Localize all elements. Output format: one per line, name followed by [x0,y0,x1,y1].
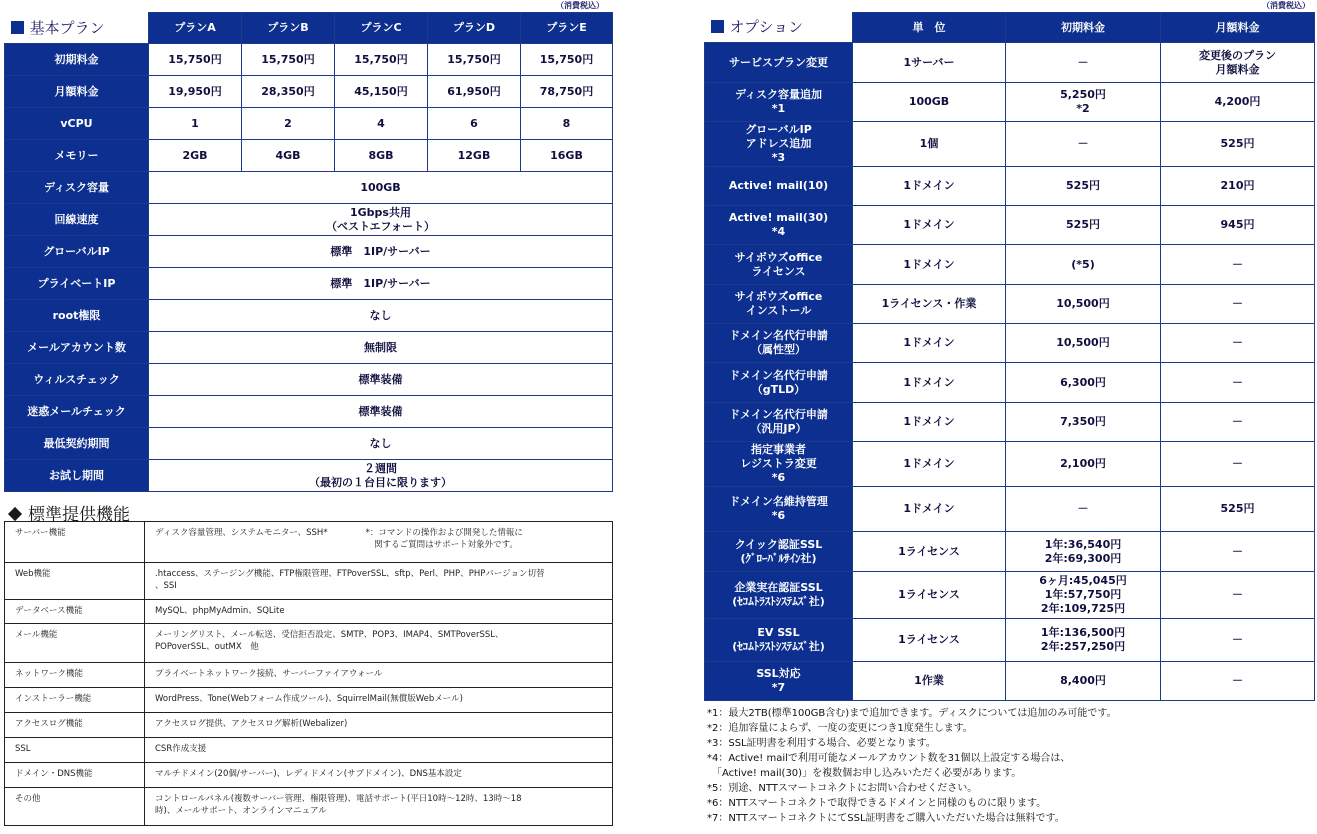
feature-value-text: .htaccess、ステージング機能、FTP権限管理、FTPoverSSL、sftp、Perl、PHP、PHPバージョン切替 、SSI [155,569,545,591]
option-name: Active! mail(10) [705,167,853,206]
plan-row [5,236,613,268]
option-name: グローバルIP アドレス追加 *3 [705,122,853,167]
feature-value [145,788,613,826]
option-name: サービスプラン変更 [705,43,853,83]
feature-value-text: CSR作成支援 [155,744,207,754]
option-initial-fee: (*5) [1006,245,1161,285]
plan-cell: 8GB [335,140,428,172]
feature-row [5,624,613,663]
option-monthly-fee: － [1161,572,1315,619]
feature-value [145,763,613,788]
plan-row-label: メールアカウント数 [5,332,149,364]
option-row [705,167,1315,206]
option-initial-fee: 7,350円 [1006,403,1161,442]
plan-cell: 15,750円 [428,44,521,76]
square-icon [711,20,724,33]
option-initial-fee: 5,250円 *2 [1006,83,1161,122]
option-initial-fee: 525円 [1006,206,1161,245]
plan-cell: 28,350円 [242,76,335,108]
standard-features-title: 標準提供機能 [6,500,130,525]
footnote: *5：別途、NTTスマートコネクトにお問い合わせください。 [707,783,978,794]
option-name: サイボウズoffice インストール [705,285,853,324]
option-name: ディスク容量追加 *1 [705,83,853,122]
feature-name: SSL [5,738,145,763]
plan-row-label: root権限 [5,300,149,332]
plan-span-cell: 無制限 [149,332,613,364]
footnote: *1：最大2TB(標準100GB含む)まで追加できます。ディスクについては追加のみ可能です。 [707,708,1117,719]
feature-name: その他 [5,788,145,826]
option-unit: 1ドメイン [853,403,1006,442]
option-monthly-fee: 210円 [1161,167,1315,206]
option-initial-fee: 525円 [1006,167,1161,206]
feature-row [5,600,613,624]
option-name: サイボウズoffice ライセンス [705,245,853,285]
feature-value-text: ディスク容量管理、システムモニター、SSH* [155,528,328,538]
plan-row-label: 回線速度 [5,204,149,236]
option-monthly-fee: － [1161,403,1315,442]
option-monthly-fee: － [1161,532,1315,572]
option-row [705,662,1315,701]
option-initial-fee: 10,500円 [1006,324,1161,363]
plan-row [5,108,613,140]
option-unit: 1ドメイン [853,442,1006,487]
option-monthly-fee: 945円 [1161,206,1315,245]
feature-name: Web機能 [5,563,145,600]
feature-value-text: プライベートネットワーク接続、サーバーファイアウォール [155,669,383,679]
plan-row-label: ウィルスチェック [5,364,149,396]
option-name: SSL対応 *7 [705,662,853,701]
plans-title [5,13,149,44]
plan-row-label: お試し期間 [5,460,149,492]
option-row [705,324,1315,363]
plan-row [5,172,613,204]
plan-cell: 4GB [242,140,335,172]
feature-value-text: メーリングリスト、メール転送、受信拒否設定、SMTP、POP3、IMAP4、SMTPoverSSL、 POPoverSSL、outMX 他 [155,630,504,652]
plan-cell: 1 [149,108,242,140]
plan-row [5,396,613,428]
feature-row [5,663,613,688]
plans-title-text: 基本プラン [29,18,105,37]
option-row [705,619,1315,662]
square-icon [11,21,24,34]
feature-row [5,788,613,826]
plan-column-header: プランE [521,13,613,44]
plan-row [5,428,613,460]
option-monthly-fee: － [1161,363,1315,403]
plan-span-cell: 標準装備 [149,396,613,428]
footnotes [707,706,1117,826]
plan-cell: 15,750円 [149,44,242,76]
option-unit: 1ライセンス [853,572,1006,619]
feature-row [5,563,613,600]
plan-span-cell: 標準装備 [149,364,613,396]
feature-row [5,688,613,713]
feature-value-text: WordPress、Tone(Webフォーム作成ツール)、SquirrelMail(無償版Webメール) [155,694,463,704]
footnote: *2：追加容量によらず、一度の変更につき1度発生します。 [707,723,973,734]
plan-cell: 45,150円 [335,76,428,108]
option-monthly-fee: － [1161,619,1315,662]
plan-row-label: 迷惑メールチェック [5,396,149,428]
feature-name: サーバー機能 [5,522,145,563]
plan-cell: 2GB [149,140,242,172]
option-column-header: 初期料金 [1006,13,1161,43]
tax-note-right: （消費税込） [1262,1,1310,10]
option-unit: 1ライセンス・作業 [853,285,1006,324]
plan-cell: 8 [521,108,613,140]
plan-row [5,204,613,236]
plans-table [4,12,613,492]
plan-row [5,300,613,332]
option-name: 企業実在認証SSL (ｾｺﾑﾄﾗｽﾄｼｽﾃﾑｽﾞ社) [705,572,853,619]
option-row [705,245,1315,285]
plan-row [5,140,613,172]
option-row [705,572,1315,619]
option-monthly-fee: 525円 [1161,122,1315,167]
feature-name: データベース機能 [5,600,145,624]
option-initial-fee: 10,500円 [1006,285,1161,324]
plan-row-label: グローバルIP [5,236,149,268]
plan-cell: 4 [335,108,428,140]
plan-cell: 2 [242,108,335,140]
option-name: 指定事業者 レジストラ変更 *6 [705,442,853,487]
option-name: ドメイン名代行申請 （gTLD） [705,363,853,403]
option-name: EV SSL (ｾｺﾑﾄﾗｽﾄｼｽﾃﾑｽﾞ社) [705,619,853,662]
plan-row-label: vCPU [5,108,149,140]
feature-name: インストーラー機能 [5,688,145,713]
feature-value [145,713,613,738]
plan-cell: 15,750円 [521,44,613,76]
feature-row [5,738,613,763]
option-unit: 1個 [853,122,1006,167]
footnote: *6：NTTスマートコネクトで取得できるドメインと同様のものに限ります。 [707,798,1047,809]
option-row [705,442,1315,487]
plan-span-cell: 1Gbps共用 （ベストエフォート） [149,204,613,236]
plan-span-cell: なし [149,300,613,332]
option-column-header: 月額料金 [1161,13,1315,43]
option-initial-fee: 8,400円 [1006,662,1161,701]
plan-span-cell: なし [149,428,613,460]
option-unit: 100GB [853,83,1006,122]
plan-span-cell: 標準 1IP/サーバー [149,236,613,268]
option-row [705,43,1315,83]
option-row [705,206,1315,245]
option-unit: 1ドメイン [853,167,1006,206]
feature-value-text: MySQL、phpMyAdmin、SQLite [155,606,285,616]
option-unit: 1作業 [853,662,1006,701]
feature-value [145,624,613,663]
plan-row-label: 最低契約期間 [5,428,149,460]
plan-row [5,364,613,396]
option-initial-fee: 6ヶ月:45,045円 1年:57,750円 2年:109,725円 [1006,572,1161,619]
option-monthly-fee: － [1161,324,1315,363]
option-row [705,363,1315,403]
feature-value [145,738,613,763]
plan-row-label: 初期料金 [5,44,149,76]
plan-row [5,332,613,364]
feature-row [5,713,613,738]
option-unit: 1ライセンス [853,619,1006,662]
feature-note: *：コマンドの操作および開発した情報に 関するご質問はサポート対象外です。 [365,528,523,550]
plan-cell: 16GB [521,140,613,172]
standard-features-table [4,521,613,826]
option-monthly-fee: 変更後のプラン 月額料金 [1161,43,1315,83]
option-unit: 1ドメイン [853,363,1006,403]
footnote: *7：NTTスマートコネクトにてSSL証明書をご購入いただいた場合は無料です。 [707,813,1065,824]
feature-value-text: マルチドメイン(20個/サーバー)、レディドメイン(サブドメイン)、DNS基本設定 [155,769,462,779]
plan-cell: 15,750円 [242,44,335,76]
plan-cell: 15,750円 [335,44,428,76]
feature-value-text: アクセスログ提供、アクセスログ解析(Webalizer) [155,719,348,729]
plan-row [5,76,613,108]
option-initial-fee: － [1006,122,1161,167]
plan-column-header: プランB [242,13,335,44]
diamond-icon [8,507,22,521]
option-column-header: 単 位 [853,13,1006,43]
option-unit: 1ライセンス [853,532,1006,572]
option-name: ドメイン名代行申請 （属性型） [705,324,853,363]
plan-cell: 61,950円 [428,76,521,108]
option-initial-fee: 1年:136,500円 2年:257,250円 [1006,619,1161,662]
plan-row [5,44,613,76]
plan-row-label: プライベートIP [5,268,149,300]
option-monthly-fee: － [1161,285,1315,324]
feature-value [145,663,613,688]
feature-value [145,600,613,624]
option-row [705,285,1315,324]
option-monthly-fee: － [1161,662,1315,701]
feature-name: メール機能 [5,624,145,663]
option-unit: 1ドメイン [853,245,1006,285]
option-unit: 1ドメイン [853,324,1006,363]
option-monthly-fee: 525円 [1161,487,1315,532]
plan-cell: 78,750円 [521,76,613,108]
options-table [704,12,1315,701]
option-row [705,532,1315,572]
footnote: *4：Active! mailで利用可能なメールアカウント数を31個以上設定する場合は、 [707,753,1071,764]
plan-row-label: ディスク容量 [5,172,149,204]
feature-name: ドメイン・DNS機能 [5,763,145,788]
feature-row [5,763,613,788]
option-name: Active! mail(30) *4 [705,206,853,245]
plan-row-label: メモリー [5,140,149,172]
option-monthly-fee: 4,200円 [1161,83,1315,122]
footnote: *3：SSL証明書を利用する場合、必要となります。 [707,738,936,749]
plan-cell: 19,950円 [149,76,242,108]
option-row [705,403,1315,442]
feature-value [145,688,613,713]
plan-span-cell: 100GB [149,172,613,204]
option-initial-fee: － [1006,43,1161,83]
plan-column-header: プランD [428,13,521,44]
plan-row-label: 月額料金 [5,76,149,108]
plan-row [5,460,613,492]
option-row [705,122,1315,167]
feature-value [145,563,613,600]
tax-note-left: （消費税込） [556,1,604,10]
option-row [705,487,1315,532]
option-monthly-fee: － [1161,245,1315,285]
option-unit: 1サーバー [853,43,1006,83]
option-initial-fee: 2,100円 [1006,442,1161,487]
feature-value [145,522,613,563]
option-name: ドメイン名代行申請 （汎用JP） [705,403,853,442]
options-title [705,13,853,43]
option-name: ドメイン名維持管理 *6 [705,487,853,532]
option-monthly-fee: － [1161,442,1315,487]
plan-column-header: プランA [149,13,242,44]
plan-cell: 12GB [428,140,521,172]
plan-span-cell: ２週間 （最初の１台目に限ります） [149,460,613,492]
option-name: クイック認証SSL (ｸﾞﾛｰﾊﾞﾙｻｲﾝ社) [705,532,853,572]
plan-column-header: プランC [335,13,428,44]
feature-row [5,522,613,563]
option-row [705,83,1315,122]
feature-value-text: コントロールパネル(複数サーバー管理、権限管理)、電話サポート(平日10時～12時、13時～18 時)、メールサポート、オンラインマニュアル [155,794,522,816]
option-initial-fee: － [1006,487,1161,532]
plan-row [5,268,613,300]
plan-cell: 6 [428,108,521,140]
option-initial-fee: 1年:36,540円 2年:69,300円 [1006,532,1161,572]
option-unit: 1ドメイン [853,206,1006,245]
option-initial-fee: 6,300円 [1006,363,1161,403]
plan-span-cell: 標準 1IP/サーバー [149,268,613,300]
feature-name: ネットワーク機能 [5,663,145,688]
option-unit: 1ドメイン [853,487,1006,532]
feature-name: アクセスログ機能 [5,713,145,738]
footnote: 「Active! mail(30)」を複数個お申し込みいただく必要があります。 [707,768,1022,779]
options-title-text: オプション [729,18,804,37]
